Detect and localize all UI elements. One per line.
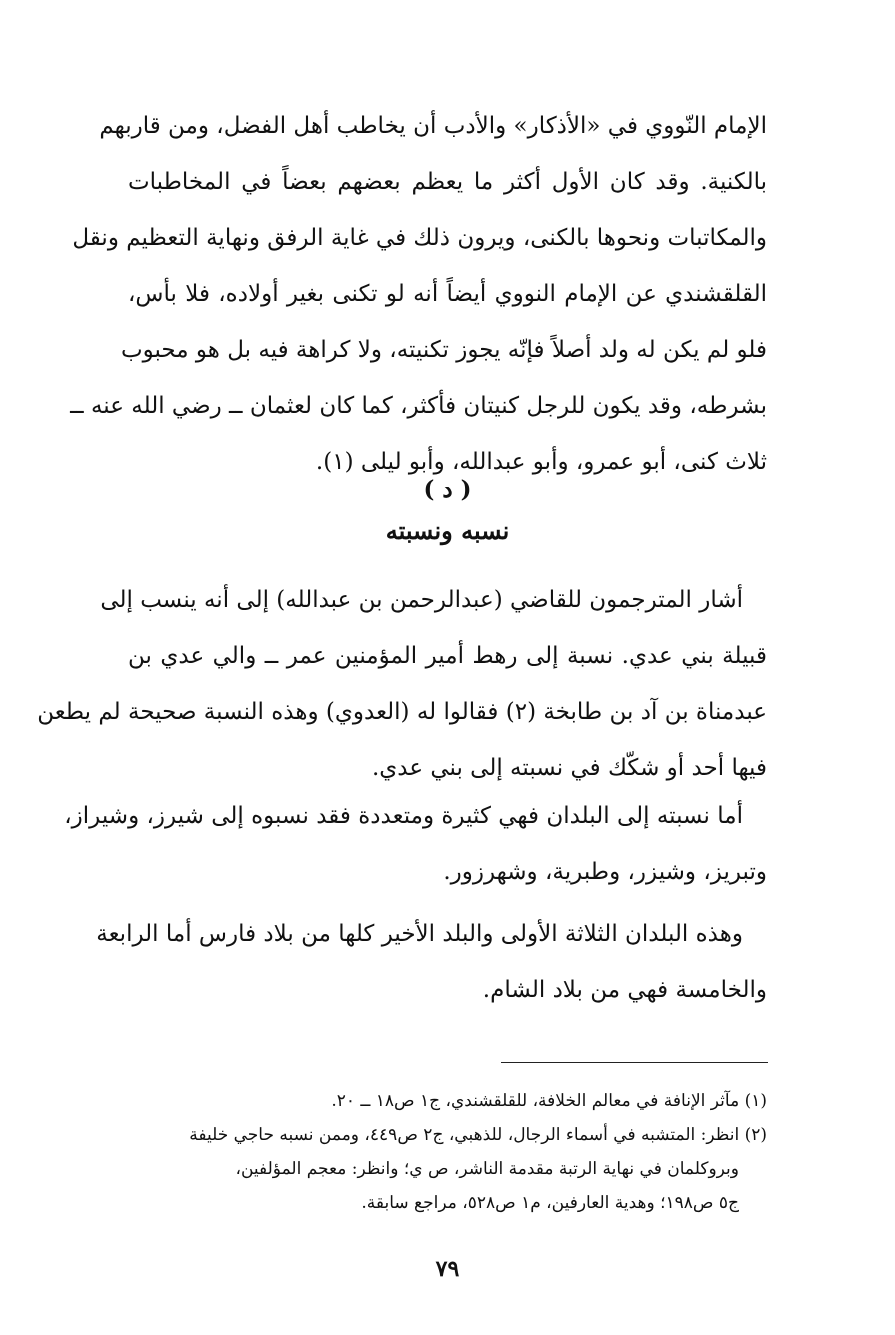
text-line: الإمام النّووي في «الأذكار» والأدب أن يخاطب أهل الفضل، ومن قاربهم: [99, 113, 767, 139]
text-line: فلو لم يكن له ولد أصلاً فإنّه يجوز تكنيته، ولا كراهة فيه بل هو محبوب: [120, 337, 767, 363]
text-line: أما نسبته إلى البلدان فهي كثيرة ومتعددة فقد نسبوه إلى شيرز، وشيراز،: [64, 803, 743, 829]
text-line: وتبريز، وشيزر، وطبرية، وشهرزور.: [443, 859, 767, 885]
text-line: والمكاتبات ونحوها بالكنى، ويرون ذلك في غاية الرفق ونهاية التعظيم ونقل: [72, 225, 767, 251]
footnote-2: (٢) انظر: المتشبه في أسماء الرجال، للذهبي، ج٢ ص٤٤٩، وممن نسبه حاجي خليفة: [189, 1125, 767, 1145]
text-line: وهذه البلدان الثلاثة الأولى والبلد الأخير كلها من بلاد فارس أما الرابعة: [96, 921, 743, 947]
text-line: قبيلة بني عدي. نسبة إلى رهط أمير المؤمنين عمر ــ والي عدي بن: [128, 643, 767, 669]
paragraph-places: [64, 788, 767, 900]
text-line: فيها أحد أو شكّك في نسبته إلى بني عدي.: [371, 755, 767, 781]
footnote-2-continued: وبروكلمان في نهاية الرتبة مقدمة الناشر، ص ي؛ وانظر: معجم المؤلفين،: [235, 1159, 739, 1179]
text-line: أشار المترجمون للقاضي (عبدالرحمن بن عبدالله) إلى أنه ينسب إلى: [100, 587, 743, 613]
section-letter: ( د ): [423, 476, 472, 503]
footnote-2-continued: ج٥ ص١٩٨؛ وهدية العارفين، م١ ص٥٢٨، مراجع سابقة.: [361, 1193, 739, 1213]
text-line: ثلاث كنى، أبو عمرو، وأبو عبدالله، وأبو ليلى (١).: [315, 449, 767, 475]
text-line: والخامسة فهي من بلاد الشام.: [482, 977, 767, 1003]
text-line: بالكنية. وقد كان الأول أكثر ما يعظم بعضهم بعضاً في المخاطبات: [128, 169, 767, 195]
paragraph-regions: [96, 906, 767, 1018]
footnote-1: (١) مآثر الإنافة في معالم الخلافة، للقلقشندي، ج١ ص١٨ ــ ٢٠.: [331, 1091, 767, 1111]
paragraph-kunya: [70, 98, 767, 490]
section-title: نسبه ونسبته: [385, 516, 510, 545]
footnote-separator: [501, 1062, 768, 1063]
footnotes: [128, 1084, 767, 1220]
text-line: القلقشندي عن الإمام النووي أيضاً أنه لو تكنى بغير أولاده، فلا بأس،: [128, 281, 767, 307]
text-line: بشرطه، وقد يكون للرجل كنيتان فأكثر، كما كان لعثمان ــ رضي الله عنه ــ: [70, 393, 767, 419]
paragraph-lineage: [37, 572, 767, 796]
page-number: ٧٩: [435, 1256, 460, 1282]
text-line: عبدمناة بن آد بن طابخة (٢) فقالوا له (العدوي) وهذه النسبة صحيحة لم يطعن: [37, 699, 767, 725]
